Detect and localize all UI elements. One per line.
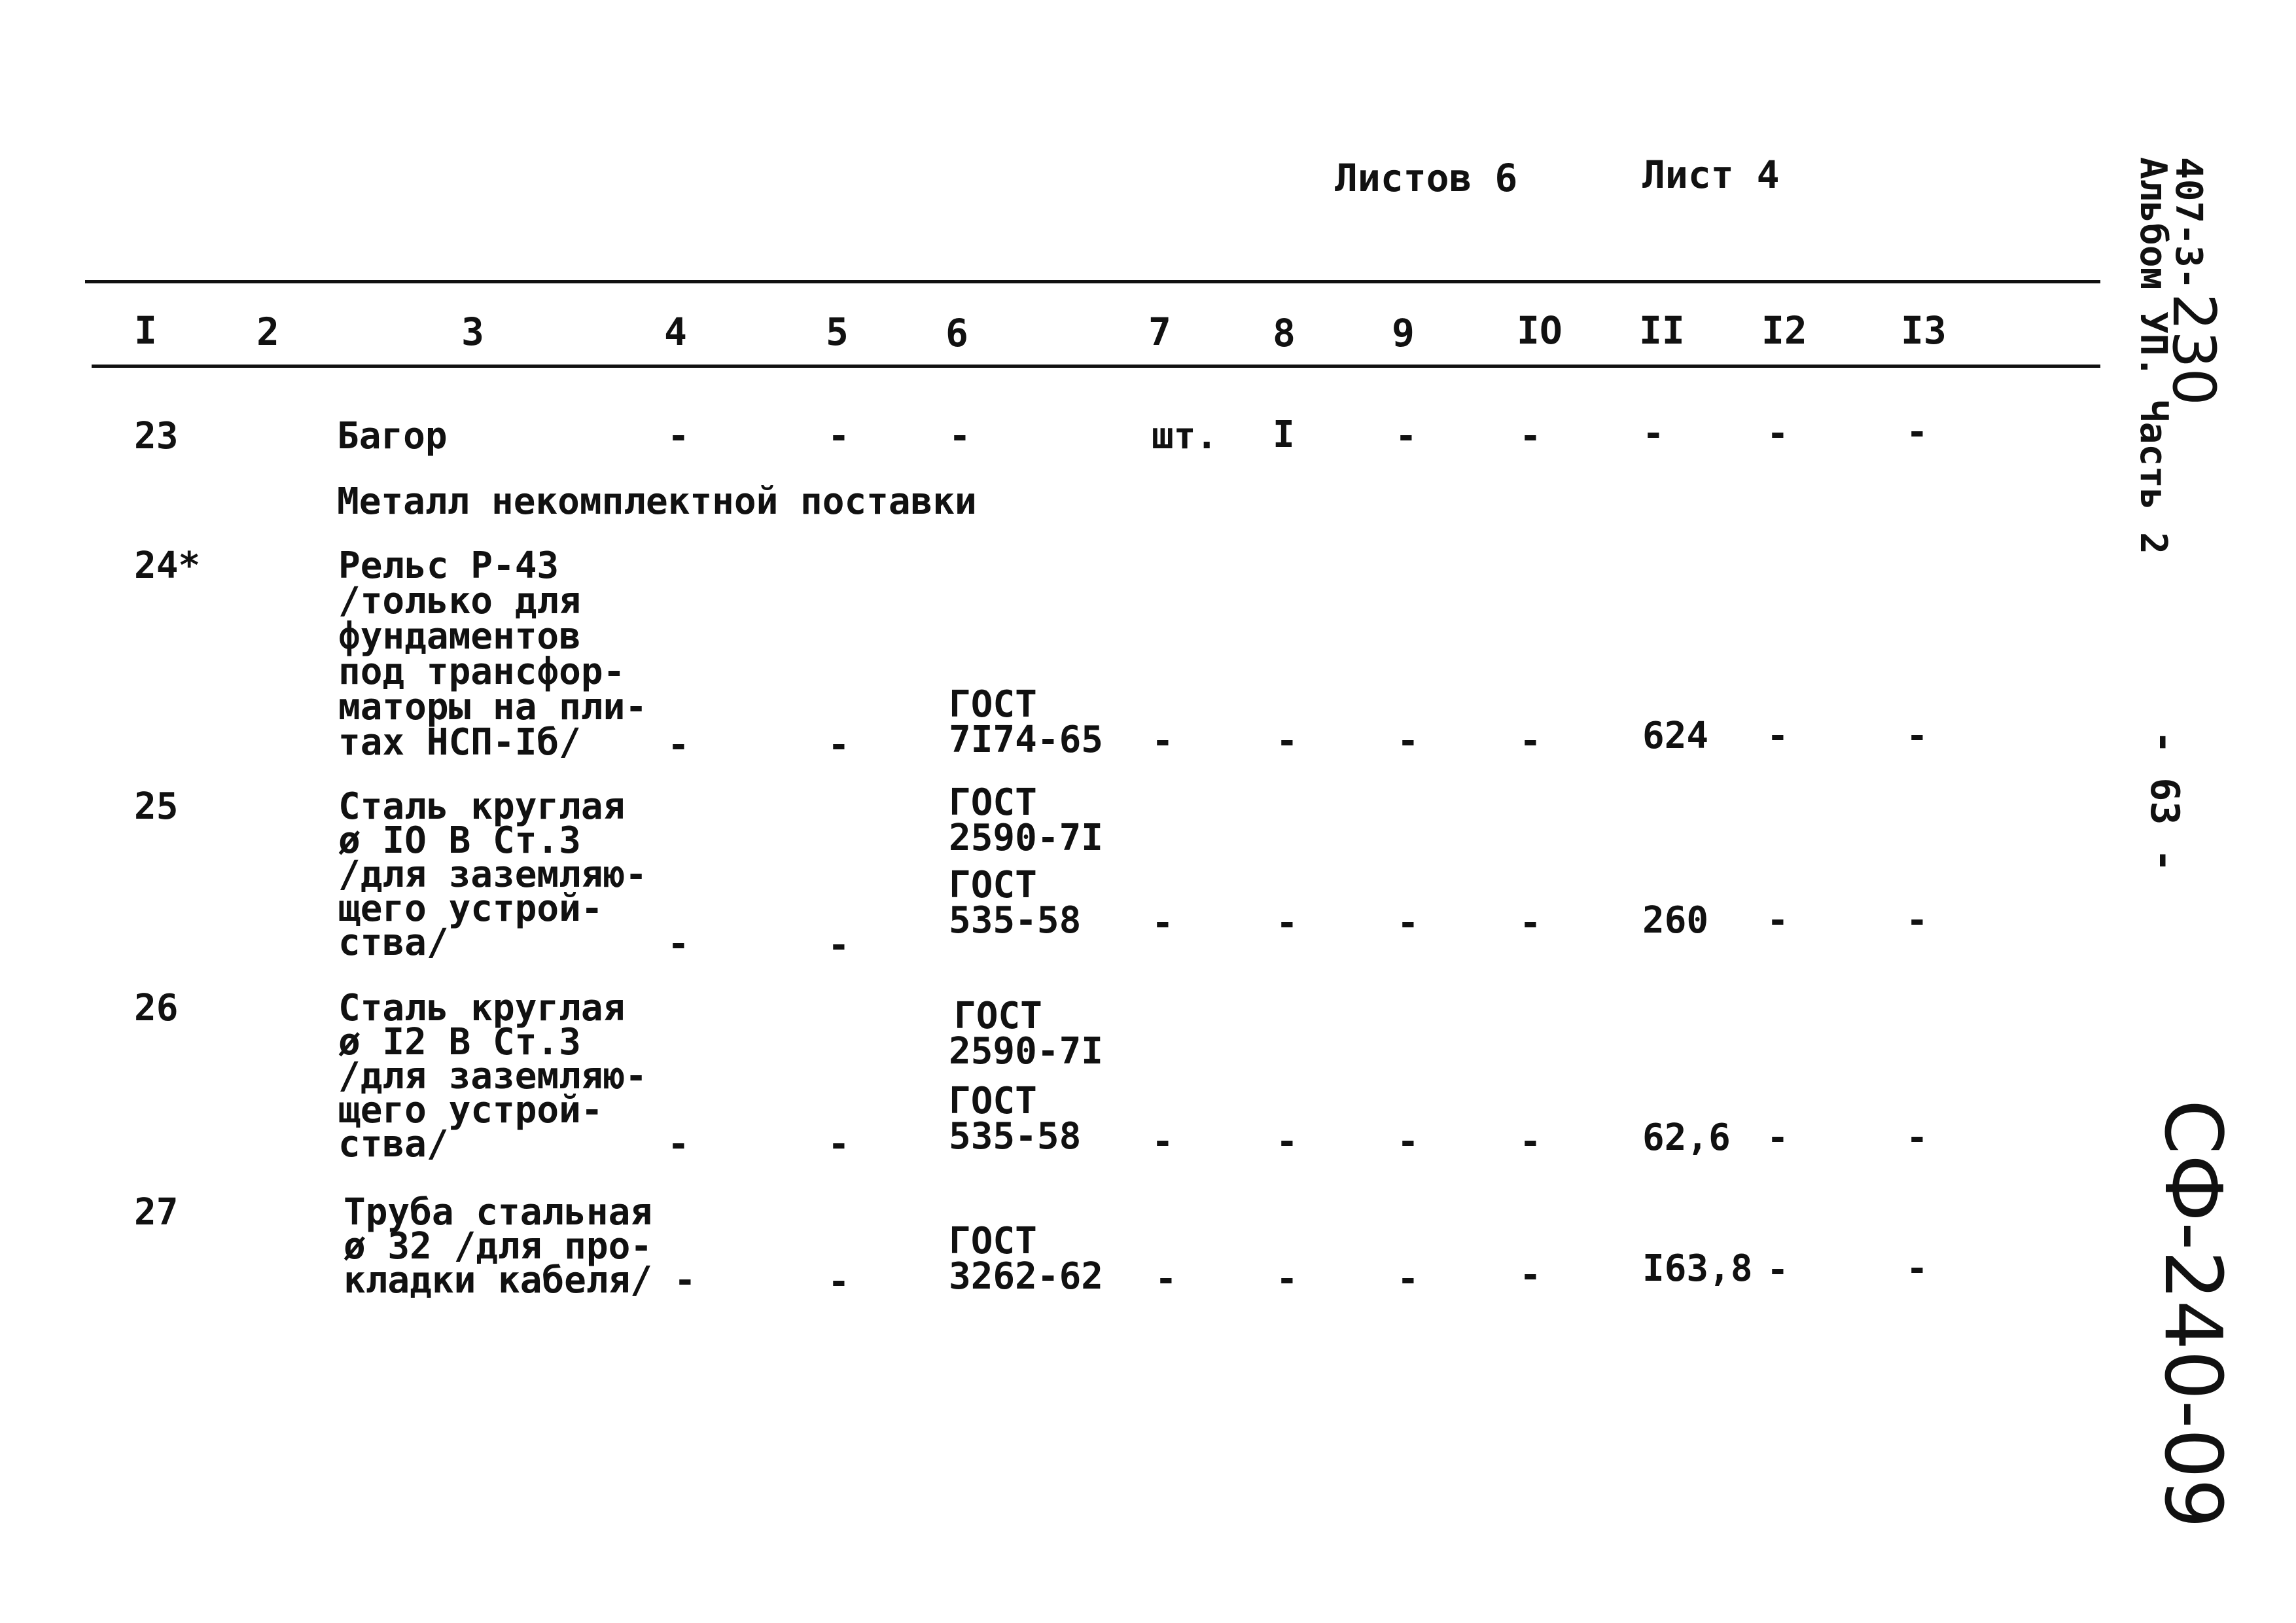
row-27-col7: -	[1155, 1258, 1177, 1300]
side-doc-code: 407-3-	[2167, 157, 2210, 290]
row-23-col13: -	[1906, 411, 1928, 454]
row-26-col11: 62,6	[1642, 1116, 1731, 1159]
row-24-gost-label: ГОСТ	[949, 683, 1037, 726]
row-26-col8: -	[1276, 1120, 1298, 1163]
row-23-name: Багор	[337, 415, 448, 457]
row-23-col12: -	[1767, 412, 1789, 455]
row-27-col11: I63,8	[1642, 1247, 1753, 1290]
row-26-name-line-4: щего устрой-	[338, 1089, 603, 1132]
sheets-total: Листов 6	[1335, 156, 1518, 200]
row-25-col5: -	[828, 924, 850, 967]
row-24-name-line-4: под трансфор-	[338, 651, 626, 693]
row-27-col4: -	[674, 1259, 696, 1302]
row-26-col7: -	[1152, 1120, 1174, 1163]
side-album-part: Альбом УП. Часть 2	[2132, 157, 2174, 554]
row-26-gost-1-label: ГОСТ	[954, 995, 1042, 1037]
row-23-col8: I	[1273, 414, 1295, 456]
row-24-name-line-6: тах НСП-Iб/	[338, 721, 581, 764]
row-27-gost-number: 3262-62	[949, 1255, 1104, 1298]
row-26-col9: -	[1397, 1120, 1419, 1163]
row-26-col4: -	[667, 1123, 690, 1166]
col-header-2: 2	[256, 310, 279, 354]
row-23-col6: -	[949, 415, 971, 457]
row-27-name-line-2: ø 32 /для про-	[344, 1225, 653, 1268]
side-handwritten-code: СФ-240-09	[2147, 1099, 2238, 1529]
row-23-number: 23	[134, 415, 179, 457]
row-27-name-line-3: кладки кабеля/	[344, 1259, 653, 1302]
row-27-col12: -	[1767, 1249, 1789, 1291]
row-24-col11: 624	[1642, 715, 1709, 757]
top-rule	[85, 280, 2100, 283]
row-24-col9: -	[1397, 720, 1419, 762]
row-24-number: 24*	[134, 544, 201, 587]
row-25-col7: -	[1152, 902, 1174, 944]
row-23-col7: шт.	[1152, 415, 1218, 457]
row-25-name-line-5: ства/	[338, 921, 449, 964]
row-24-col8: -	[1276, 720, 1298, 762]
row-26-name-line-5: ства/	[338, 1123, 449, 1166]
col-header-8: 8	[1273, 311, 1296, 355]
row-27-col10: -	[1519, 1254, 1542, 1296]
row-27-col5: -	[828, 1260, 850, 1303]
row-26-number: 26	[134, 987, 179, 1029]
row-25-gost-1-number: 2590-7I	[949, 817, 1104, 859]
row-26-name-line-1: Сталь круглая	[338, 987, 626, 1029]
row-24-name-line-3: фундаментов	[338, 615, 581, 658]
row-25-col4: -	[667, 923, 690, 965]
col-header-6: 6	[945, 311, 968, 355]
row-25-gost-1-label: ГОСТ	[949, 781, 1037, 824]
row-23-col9: -	[1395, 415, 1417, 457]
row-26-name-line-3: /для заземляю-	[338, 1055, 648, 1097]
row-25-gost-2-number: 535-58	[949, 899, 1082, 942]
row-27-number: 27	[134, 1191, 179, 1234]
row-26-name-line-2: ø I2 В Ст.3	[338, 1021, 581, 1063]
col-header-13: I3	[1901, 308, 1947, 353]
row-26-col5: -	[828, 1123, 850, 1166]
row-23-col4: -	[667, 415, 690, 457]
col-header-10: IO	[1517, 308, 1563, 353]
row-25-col9: -	[1397, 902, 1419, 944]
row-25-col11: 260	[1642, 899, 1709, 942]
col-header-9: 9	[1392, 311, 1415, 355]
row-27-col8: -	[1276, 1258, 1298, 1300]
row-26-col12: -	[1767, 1116, 1789, 1159]
row-24-col7: -	[1152, 720, 1174, 762]
row-25-col8: -	[1276, 902, 1298, 944]
row-26-gost-2-label: ГОСТ	[949, 1080, 1037, 1122]
row-24-col10: -	[1519, 720, 1542, 762]
sheet-number: Лист 4	[1642, 152, 1780, 197]
row-24-name-line-5: маторы на пли-	[338, 686, 648, 728]
row-25-gost-2-label: ГОСТ	[949, 864, 1037, 906]
row-23-col10: -	[1519, 415, 1542, 457]
row-25-name-line-2: ø IO В Ст.3	[338, 819, 581, 862]
row-24-col5: -	[828, 724, 850, 766]
row-25-name-line-4: щего устрой-	[338, 887, 603, 930]
row-26-gost-1-number: 2590-7I	[949, 1030, 1104, 1073]
header-bottom-rule	[92, 365, 2100, 368]
row-23-col11: -	[1642, 412, 1665, 455]
row-25-name-line-3: /для заземляю-	[338, 853, 648, 896]
row-26-gost-2-number: 535-58	[949, 1115, 1082, 1158]
col-header-4: 4	[664, 310, 687, 354]
row-25-number: 25	[134, 785, 179, 828]
section-heading: Металл некомплектной поставки	[337, 480, 977, 523]
row-24-col4: -	[667, 724, 690, 766]
col-header-12: I2	[1761, 308, 1807, 353]
side-doc-number-handwritten: 230	[2159, 293, 2228, 406]
col-header-5: 5	[826, 310, 849, 354]
row-27-name-line-1: Труба стальная	[344, 1191, 653, 1234]
row-25-name-line-1: Сталь круглая	[338, 785, 626, 828]
side-page-number: - 63 -	[2142, 730, 2187, 872]
row-23-col5: -	[828, 415, 850, 457]
col-header-7: 7	[1148, 310, 1171, 354]
row-26-col13: -	[1906, 1116, 1928, 1159]
row-24-col12: -	[1767, 715, 1789, 757]
row-24-col13: -	[1906, 715, 1928, 757]
row-25-col10: -	[1519, 902, 1542, 944]
row-27-col9: -	[1397, 1258, 1419, 1300]
row-24-name-line-2: /только для	[338, 580, 581, 622]
row-27-col13: -	[1906, 1247, 1928, 1290]
col-header-11: II	[1639, 308, 1685, 353]
row-25-col12: -	[1767, 899, 1789, 942]
col-header-3: 3	[461, 310, 484, 354]
col-header-1: I	[134, 308, 157, 353]
row-24-name-line-1: Рельс Р-43	[338, 544, 559, 587]
row-27-gost-label: ГОСТ	[949, 1220, 1037, 1262]
row-24-gost-number: 7I74-65	[949, 719, 1104, 761]
row-25-col13: -	[1906, 899, 1928, 942]
row-26-col10: -	[1519, 1120, 1542, 1163]
